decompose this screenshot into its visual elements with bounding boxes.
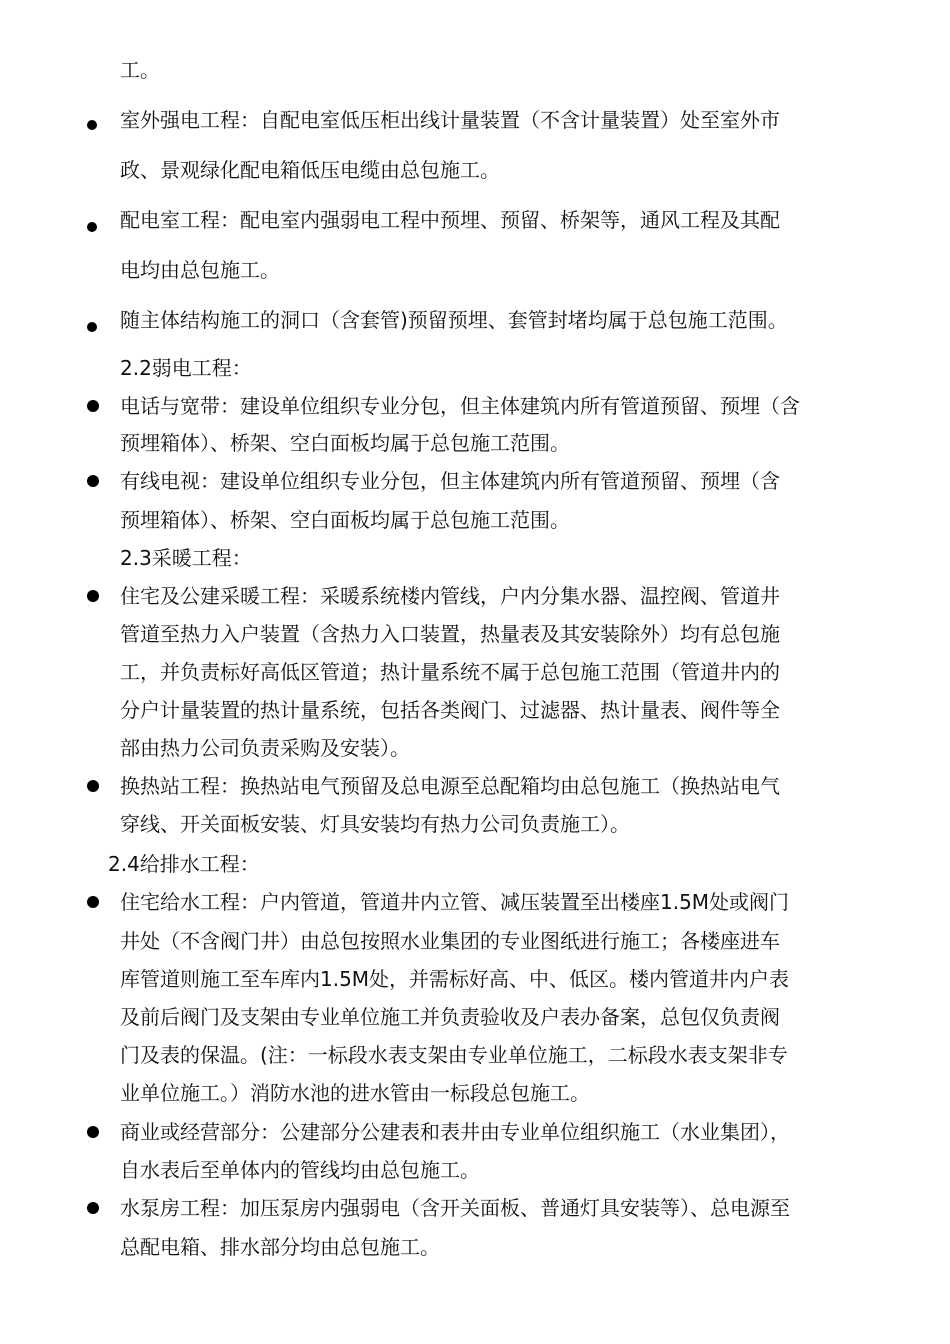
bullet-icon (87, 590, 99, 602)
text-line: 及前后阀门及支架由专业单位施工并负责验收及户表办备案，总包仅负责阀 (120, 1005, 780, 1029)
bullet-icon (87, 896, 99, 908)
section-heading: 2.3采暖工程： (120, 546, 252, 570)
section-heading: 2.4给排水工程： (108, 852, 260, 876)
bullet-icon (87, 322, 97, 332)
bullet-icon (87, 222, 97, 232)
text-line: 井处（不含阀门井）由总包按照水业集团的专业图纸进行施工；各楼座进车 (120, 929, 780, 953)
text-line: 工，并负责标好高低区管道；热计量系统不属于总包施工范围（管道井内的 (120, 660, 780, 684)
text-line: 库管道则施工至车库内1.5M处，并需标好高、中、低区。楼内管道井内户表 (120, 967, 790, 991)
bullet-icon (87, 1202, 99, 1214)
text-line: 有线电视：建设单位组织专业分包，但主体建筑内所有管道预留、预埋（含 (120, 469, 780, 493)
text-line: 分户计量装置的热计量系统，包括各类阀门、过滤器、热计量表、阀件等全 (120, 698, 780, 722)
text-line: 部由热力公司负责采购及安装）。 (120, 736, 410, 760)
text-line: 配电室工程：配电室内强弱电工程中预埋、预留、桥架等，通风工程及其配 (120, 208, 780, 232)
text-line: 住宅给水工程：户内管道，管道井内立管、减压装置至出楼座1.5M处或阀门 (120, 890, 790, 914)
bullet-icon (87, 475, 99, 487)
text-line: 换热站工程：换热站电气预留及总电源至总配箱均由总包施工（换热站电气 (120, 774, 780, 798)
bullet-icon (87, 1126, 99, 1138)
section-heading: 2.2弱电工程： (120, 356, 252, 380)
text-line: 穿线、开关面板安装、灯具安装均有热力公司负责施工）。 (120, 812, 630, 836)
text-line: 预埋箱体）、桥架、空白面板均属于总包施工范围。 (120, 431, 570, 455)
text-line: 室外强电工程：自配电室低压柜出线计量装置（不含计量装置）处至室外市 (120, 108, 780, 132)
text-line: 电均由总包施工。 (120, 258, 280, 282)
text-line: 工。 (120, 58, 160, 82)
text-line: 门及表的保温。(注：一标段水表支架由专业单位施工，二标段水表支架非专 (120, 1043, 788, 1067)
text-line: 随主体结构施工的洞口（含套管)预留预埋、套管封堵均属于总包施工范围。 (120, 308, 788, 332)
text-line: 商业或经营部分：公建部分公建表和表井由专业单位组织施工（水业集团）， (120, 1120, 790, 1144)
text-line: 预埋箱体）、桥架、空白面板均属于总包施工范围。 (120, 508, 570, 532)
text-line: 电话与宽带：建设单位组织专业分包，但主体建筑内所有管道预留、预埋（含 (120, 394, 800, 418)
text-line: 政、景观绿化配电箱低压电缆由总包施工。 (120, 158, 500, 182)
text-line: 管道至热力入户装置（含热力入口装置，热量表及其安装除外）均有总包施 (120, 622, 780, 646)
bullet-icon (87, 780, 99, 792)
text-line: 自水表后至单体内的管线均由总包施工。 (120, 1158, 480, 1182)
text-line: 住宅及公建采暖工程：采暖系统楼内管线，户内分集水器、温控阀、管道井 (120, 584, 780, 608)
text-line: 业单位施工。）消防水池的进水管由一标段总包施工。 (120, 1081, 590, 1105)
text-line: 总配电箱、排水部分均由总包施工。 (120, 1235, 440, 1259)
bullet-icon (87, 400, 99, 412)
text-line: 水泵房工程：加压泵房内强弱电（含开关面板、普通灯具安装等）、总电源至 (120, 1196, 790, 1220)
bullet-icon (87, 120, 97, 130)
